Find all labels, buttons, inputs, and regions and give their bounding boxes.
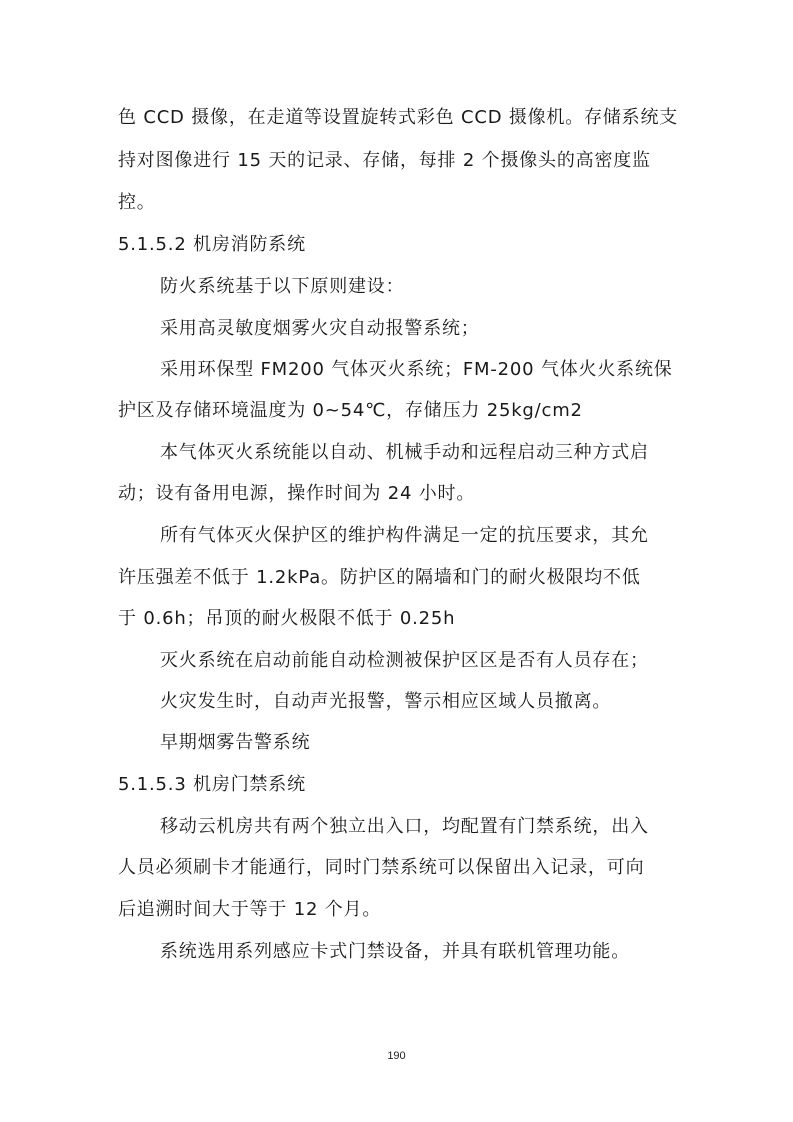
section-heading-5-1-5-2: 5.1.5.2 机房消防系统 xyxy=(118,234,306,255)
body-text-line: 防火系统基于以下原则建设： xyxy=(160,276,405,297)
body-text-line: 许压强差不低于 1.2kPa。防护区的隔墙和门的耐火极限均不低 xyxy=(118,567,641,588)
body-text-line: 控。 xyxy=(118,192,156,213)
body-text-line: 采用高灵敏度烟雾火灾自动报警系统； xyxy=(160,318,480,339)
section-heading-5-1-5-3: 5.1.5.3 机房门禁系统 xyxy=(118,774,306,795)
page-number: 190 xyxy=(387,1050,406,1062)
body-text-line: 移动云机房共有两个独立出入口，均配置有门禁系统，出入 xyxy=(160,816,649,837)
body-text-line: 持对图像进行 15 天的记录、存储，每排 2 个摄像头的高密度监 xyxy=(118,150,651,171)
body-text-line: 于 0.6h；吊顶的耐火极限不低于 0.25h xyxy=(118,608,456,629)
body-text-line: 动；设有备用电源，操作时间为 24 小时。 xyxy=(118,483,476,504)
body-text-line: 采用环保型 FM200 气体灭火系统；FM-200 气体火火系统保 xyxy=(160,359,673,380)
body-text-line: 本气体灭火系统能以自动、机械手动和远程启动三种方式启 xyxy=(160,442,649,463)
body-text-line: 所有气体灭火保护区的维护构件满足一定的抗压要求，其允 xyxy=(160,525,649,546)
body-text-line: 早期烟雾告警系统 xyxy=(160,732,311,753)
body-text-line: 系统选用系列感应卡式门禁设备，并具有联机管理功能。 xyxy=(160,941,630,962)
body-text-line: 后追溯时间大于等于 12 个月。 xyxy=(118,899,382,920)
body-text-line: 火灾发生时，自动声光报警，警示相应区域人员撤离。 xyxy=(160,691,612,712)
body-text-line: 灭火系统在启动前能自动检测被保护区区是否有人员存在； xyxy=(160,650,649,671)
body-text-line: 人员必须刷卡才能通行，同时门禁系统可以保留出入记录，可向 xyxy=(118,857,645,878)
body-text-line: 护区及存储环境温度为 0~54℃，存储压力 25kg/cm2 xyxy=(118,400,583,421)
body-text-line: 色 CCD 摄像，在走道等设置旋转式彩色 CCD 摄像机。存储系统支 xyxy=(118,107,679,128)
